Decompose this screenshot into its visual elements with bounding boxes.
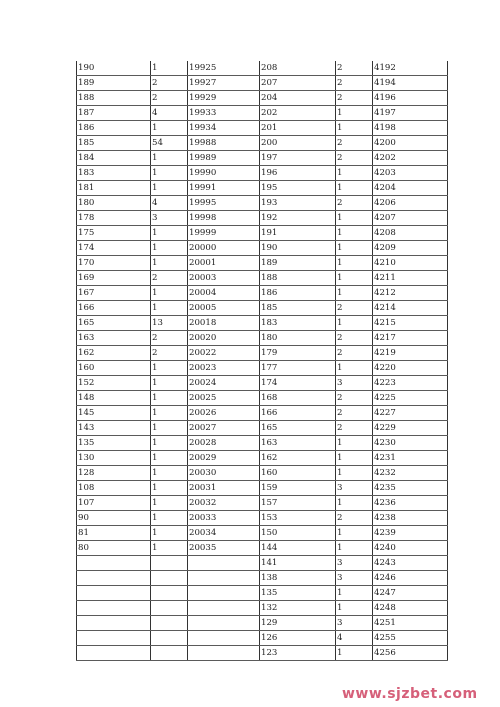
table-cell: 160 — [260, 466, 336, 481]
table-cell: 1 — [151, 376, 188, 391]
table-row — [77, 106, 448, 121]
table-cell: 165 — [77, 316, 151, 331]
table-cell: 19934 — [188, 121, 260, 136]
table-row — [77, 151, 448, 166]
table-cell: 2 — [336, 331, 373, 346]
table-cell: 20020 — [188, 331, 260, 346]
table-cell: 1 — [336, 436, 373, 451]
table-row — [77, 481, 448, 496]
table-cell: 144 — [260, 541, 336, 556]
table-cell: 4230 — [373, 436, 448, 451]
table-cell: 1 — [336, 601, 373, 616]
table-row — [77, 196, 448, 211]
table-cell: 2 — [151, 346, 188, 361]
table-cell: 4235 — [373, 481, 448, 496]
table-row — [77, 211, 448, 226]
table-cell: 20000 — [188, 241, 260, 256]
table-cell: 190 — [77, 61, 151, 76]
table-cell: 81 — [77, 526, 151, 541]
table-cell: 1 — [336, 541, 373, 556]
table-cell: 1 — [336, 271, 373, 286]
table-cell: 19989 — [188, 151, 260, 166]
table-cell: 4212 — [373, 286, 448, 301]
table-cell: 1 — [151, 151, 188, 166]
table-row — [77, 496, 448, 511]
table-row — [77, 451, 448, 466]
table-cell: 2 — [336, 196, 373, 211]
table-cell: 19927 — [188, 76, 260, 91]
table-cell: 204 — [260, 91, 336, 106]
table-cell: 19933 — [188, 106, 260, 121]
table-cell: 166 — [77, 301, 151, 316]
table-cell: 153 — [260, 511, 336, 526]
table-cell: 20024 — [188, 376, 260, 391]
table-cell: 1 — [151, 361, 188, 376]
table-cell: 3 — [336, 376, 373, 391]
table-cell: 20004 — [188, 286, 260, 301]
table-cell: 4214 — [373, 301, 448, 316]
table-cell: 20035 — [188, 541, 260, 556]
table-cell: 2 — [336, 76, 373, 91]
table-cell: 207 — [260, 76, 336, 91]
table-cell: 4207 — [373, 211, 448, 226]
table-cell: 1 — [336, 166, 373, 181]
table-row — [77, 271, 448, 286]
table-cell: 4220 — [373, 361, 448, 376]
table-cell: 1 — [336, 106, 373, 121]
table-cell: 148 — [77, 391, 151, 406]
table-cell: 2 — [336, 421, 373, 436]
table-cell: 4236 — [373, 496, 448, 511]
table-cell: 1 — [151, 541, 188, 556]
table-cell: 20022 — [188, 346, 260, 361]
table-cell: 190 — [260, 241, 336, 256]
table-cell: 4209 — [373, 241, 448, 256]
table-cell: 177 — [260, 361, 336, 376]
table-cell — [188, 631, 260, 646]
table-cell: 143 — [77, 421, 151, 436]
table-cell: 132 — [260, 601, 336, 616]
table-cell: 4208 — [373, 226, 448, 241]
table-row — [77, 301, 448, 316]
table-cell: 4232 — [373, 466, 448, 481]
table-cell — [151, 571, 188, 586]
table-cell: 20023 — [188, 361, 260, 376]
table-cell — [188, 601, 260, 616]
table-cell: 165 — [260, 421, 336, 436]
table-cell: 1 — [151, 256, 188, 271]
table-cell: 200 — [260, 136, 336, 151]
table-cell: 1 — [336, 451, 373, 466]
table-row — [77, 376, 448, 391]
table-cell — [77, 601, 151, 616]
table-row — [77, 556, 448, 571]
table-row — [77, 601, 448, 616]
table-cell: 174 — [260, 376, 336, 391]
table-cell — [188, 586, 260, 601]
table-cell: 19998 — [188, 211, 260, 226]
table-row — [77, 121, 448, 136]
table-cell: 163 — [260, 436, 336, 451]
table-cell: 1 — [151, 166, 188, 181]
table-cell: 20027 — [188, 421, 260, 436]
table-cell: 4251 — [373, 616, 448, 631]
table-cell: 1 — [336, 256, 373, 271]
table-cell: 186 — [260, 286, 336, 301]
table-cell — [77, 646, 151, 661]
table-cell: 1 — [151, 406, 188, 421]
table-cell: 4194 — [373, 76, 448, 91]
watermark-text: www.sjzbet.com — [342, 686, 478, 702]
table-cell: 183 — [260, 316, 336, 331]
table-cell: 162 — [260, 451, 336, 466]
table-cell: 1 — [336, 496, 373, 511]
table-cell: 4 — [151, 106, 188, 121]
table-cell: 4238 — [373, 511, 448, 526]
table-cell: 4243 — [373, 556, 448, 571]
table-cell — [77, 586, 151, 601]
table-cell: 1 — [336, 466, 373, 481]
table-cell: 20025 — [188, 391, 260, 406]
table-cell: 2 — [336, 391, 373, 406]
table-cell: 179 — [260, 346, 336, 361]
table-cell: 4215 — [373, 316, 448, 331]
table-cell: 181 — [77, 181, 151, 196]
table-cell: 1 — [336, 121, 373, 136]
table-cell: 4256 — [373, 646, 448, 661]
table-cell: 180 — [260, 331, 336, 346]
table-cell: 169 — [77, 271, 151, 286]
table-cell: 150 — [260, 526, 336, 541]
table-cell: 54 — [151, 136, 188, 151]
table-cell: 4210 — [373, 256, 448, 271]
table-row — [77, 76, 448, 91]
table-cell: 1 — [151, 496, 188, 511]
table-cell: 175 — [77, 226, 151, 241]
table-cell: 129 — [260, 616, 336, 631]
table-cell: 1 — [151, 241, 188, 256]
table-row — [77, 616, 448, 631]
table-cell: 90 — [77, 511, 151, 526]
table-row — [77, 511, 448, 526]
table-row — [77, 331, 448, 346]
table-cell: 4206 — [373, 196, 448, 211]
table-cell: 2 — [336, 151, 373, 166]
table-cell: 3 — [336, 556, 373, 571]
table-cell: 19995 — [188, 196, 260, 211]
table-cell: 145 — [77, 406, 151, 421]
table-cell: 1 — [336, 241, 373, 256]
table-cell: 2 — [151, 271, 188, 286]
table-cell: 4255 — [373, 631, 448, 646]
table-row — [77, 571, 448, 586]
table-cell: 20030 — [188, 466, 260, 481]
table-cell: 4202 — [373, 151, 448, 166]
table-cell: 4223 — [373, 376, 448, 391]
table-cell: 1 — [151, 421, 188, 436]
table-cell: 178 — [77, 211, 151, 226]
table-cell: 19990 — [188, 166, 260, 181]
table-cell: 2 — [336, 61, 373, 76]
table-cell: 1 — [336, 181, 373, 196]
table-cell — [151, 586, 188, 601]
table-cell — [77, 631, 151, 646]
table-cell — [77, 616, 151, 631]
table-row — [77, 256, 448, 271]
table-cell: 1 — [151, 286, 188, 301]
table-cell: 20029 — [188, 451, 260, 466]
table-row — [77, 646, 448, 661]
score-table-body — [77, 61, 448, 661]
table-cell — [188, 571, 260, 586]
table-cell: 4227 — [373, 406, 448, 421]
table-cell: 4211 — [373, 271, 448, 286]
table-cell: 191 — [260, 226, 336, 241]
table-cell: 138 — [260, 571, 336, 586]
table-cell: 1 — [151, 61, 188, 76]
table-cell: 183 — [77, 166, 151, 181]
table-cell: 20031 — [188, 481, 260, 496]
table-cell: 174 — [77, 241, 151, 256]
table-cell: 170 — [77, 256, 151, 271]
table-cell: 168 — [260, 391, 336, 406]
table-cell: 4203 — [373, 166, 448, 181]
table-cell: 4197 — [373, 106, 448, 121]
table-row — [77, 61, 448, 76]
table-cell: 4204 — [373, 181, 448, 196]
table-cell — [151, 631, 188, 646]
table-cell: 19929 — [188, 91, 260, 106]
table-cell: 1 — [151, 466, 188, 481]
table-row — [77, 466, 448, 481]
table-cell: 13 — [151, 316, 188, 331]
table-cell: 1 — [151, 301, 188, 316]
table-cell: 1 — [336, 211, 373, 226]
table-cell: 180 — [77, 196, 151, 211]
table-row — [77, 316, 448, 331]
table-cell: 192 — [260, 211, 336, 226]
table-cell: 201 — [260, 121, 336, 136]
table-cell: 4225 — [373, 391, 448, 406]
table-row — [77, 241, 448, 256]
table-cell: 19999 — [188, 226, 260, 241]
table-cell: 193 — [260, 196, 336, 211]
table-cell: 4200 — [373, 136, 448, 151]
table-cell: 4248 — [373, 601, 448, 616]
table-cell: 185 — [260, 301, 336, 316]
table-cell: 187 — [77, 106, 151, 121]
table-row — [77, 226, 448, 241]
table-cell: 107 — [77, 496, 151, 511]
table-cell: 167 — [77, 286, 151, 301]
table-cell: 4198 — [373, 121, 448, 136]
table-cell: 4 — [151, 196, 188, 211]
table-cell: 2 — [336, 511, 373, 526]
table-cell — [188, 556, 260, 571]
table-cell: 20005 — [188, 301, 260, 316]
table-row — [77, 436, 448, 451]
table-cell: 123 — [260, 646, 336, 661]
table-cell — [151, 601, 188, 616]
table-cell: 1 — [151, 391, 188, 406]
table-cell: 141 — [260, 556, 336, 571]
table-cell — [151, 646, 188, 661]
table-cell: 4229 — [373, 421, 448, 436]
table-cell: 1 — [151, 511, 188, 526]
table-cell: 4192 — [373, 61, 448, 76]
table-cell: 4246 — [373, 571, 448, 586]
table-cell — [151, 616, 188, 631]
table-cell: 20003 — [188, 271, 260, 286]
table-cell: 1 — [151, 436, 188, 451]
table-row — [77, 631, 448, 646]
table-cell: 197 — [260, 151, 336, 166]
table-cell: 188 — [77, 91, 151, 106]
table-cell: 2 — [336, 346, 373, 361]
table-cell: 2 — [336, 301, 373, 316]
table-cell: 20026 — [188, 406, 260, 421]
table-cell: 20034 — [188, 526, 260, 541]
table-cell: 2 — [336, 91, 373, 106]
table-cell: 1 — [336, 226, 373, 241]
table-cell — [188, 646, 260, 661]
table-cell: 202 — [260, 106, 336, 121]
table-cell: 20033 — [188, 511, 260, 526]
table-cell: 4231 — [373, 451, 448, 466]
table-row — [77, 526, 448, 541]
table-cell: 2 — [151, 331, 188, 346]
table-cell: 108 — [77, 481, 151, 496]
table-row — [77, 391, 448, 406]
table-cell — [188, 616, 260, 631]
table-cell: 188 — [260, 271, 336, 286]
table-cell — [151, 556, 188, 571]
table-cell: 3 — [336, 571, 373, 586]
table-row — [77, 181, 448, 196]
table-cell: 19991 — [188, 181, 260, 196]
table-cell: 1 — [151, 181, 188, 196]
table-cell — [77, 556, 151, 571]
table-cell: 1 — [336, 586, 373, 601]
table-cell: 1 — [336, 361, 373, 376]
table-cell: 2 — [336, 136, 373, 151]
table-cell: 157 — [260, 496, 336, 511]
table-row — [77, 406, 448, 421]
table-cell: 4247 — [373, 586, 448, 601]
table-cell: 19988 — [188, 136, 260, 151]
table-cell: 1 — [336, 526, 373, 541]
table-cell: 1 — [151, 526, 188, 541]
table-cell: 80 — [77, 541, 151, 556]
table-cell: 160 — [77, 361, 151, 376]
table-cell: 1 — [151, 121, 188, 136]
table-cell: 20032 — [188, 496, 260, 511]
table-row — [77, 361, 448, 376]
table-row — [77, 421, 448, 436]
table-cell: 3 — [336, 616, 373, 631]
table-cell: 130 — [77, 451, 151, 466]
table-cell: 4240 — [373, 541, 448, 556]
table-cell: 189 — [77, 76, 151, 91]
table-cell: 4219 — [373, 346, 448, 361]
table-cell: 196 — [260, 166, 336, 181]
table-row — [77, 166, 448, 181]
table-cell: 2 — [336, 406, 373, 421]
table-cell: 2 — [151, 76, 188, 91]
table-cell: 4 — [336, 631, 373, 646]
table-cell: 1 — [151, 226, 188, 241]
table-row — [77, 586, 448, 601]
table-cell: 163 — [77, 331, 151, 346]
table-cell: 20001 — [188, 256, 260, 271]
table-cell: 162 — [77, 346, 151, 361]
table-cell: 1 — [336, 286, 373, 301]
table-cell: 159 — [260, 481, 336, 496]
table-cell: 4217 — [373, 331, 448, 346]
table-row — [77, 541, 448, 556]
table-cell: 184 — [77, 151, 151, 166]
table-cell: 3 — [336, 481, 373, 496]
table-cell: 2 — [151, 91, 188, 106]
table-cell: 20018 — [188, 316, 260, 331]
table-row — [77, 136, 448, 151]
table-cell: 135 — [77, 436, 151, 451]
table-cell: 1 — [151, 451, 188, 466]
table-cell: 20028 — [188, 436, 260, 451]
table-cell: 128 — [77, 466, 151, 481]
table-cell: 208 — [260, 61, 336, 76]
table-cell: 1 — [336, 646, 373, 661]
table-row — [77, 346, 448, 361]
table-cell: 1 — [151, 481, 188, 496]
table-cell: 126 — [260, 631, 336, 646]
table-cell: 189 — [260, 256, 336, 271]
table-row — [77, 286, 448, 301]
table-cell: 152 — [77, 376, 151, 391]
table-cell: 4196 — [373, 91, 448, 106]
table-cell: 186 — [77, 121, 151, 136]
table-cell: 185 — [77, 136, 151, 151]
table-cell: 166 — [260, 406, 336, 421]
table-cell: 135 — [260, 586, 336, 601]
score-table — [76, 61, 448, 661]
table-cell: 4239 — [373, 526, 448, 541]
table-cell — [77, 571, 151, 586]
table-cell: 195 — [260, 181, 336, 196]
table-row — [77, 91, 448, 106]
table-cell: 3 — [151, 211, 188, 226]
table-cell: 19925 — [188, 61, 260, 76]
table-cell: 1 — [336, 316, 373, 331]
